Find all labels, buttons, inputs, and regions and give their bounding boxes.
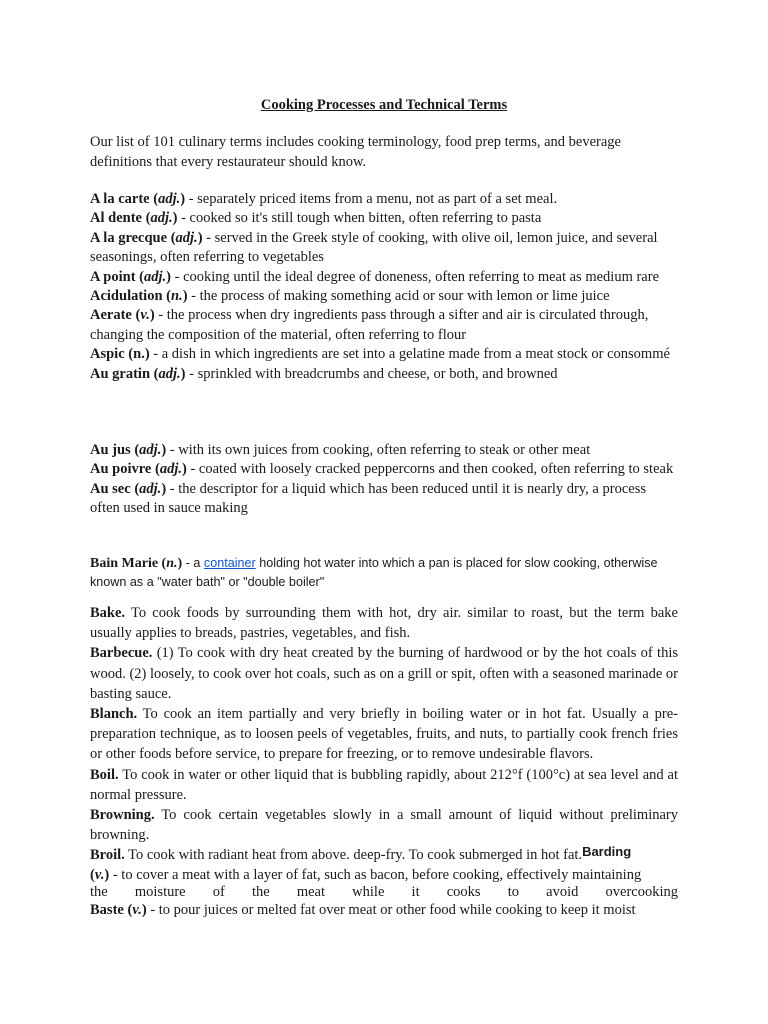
entry-pos: adj.	[150, 210, 173, 227]
entry-term: A point	[90, 268, 136, 285]
entry-term: Broil.	[90, 847, 125, 864]
entry-pos: n.	[170, 288, 183, 305]
entry-term: Au sec	[90, 480, 131, 497]
entry-definition: - a dish in which ingredients are set into a gelatine made from a meat stock or consommé	[149, 346, 670, 363]
glossary-group-a	[90, 190, 678, 384]
glossary-entry: Au sec (adj.) - the descriptor for a liquid which has been reduced until it is nearly dry, a process often used in sauce making	[90, 480, 646, 517]
container-link[interactable]: container	[203, 556, 256, 570]
entry-pos: n.	[133, 346, 145, 363]
glossary-entry: Au gratin (adj.) - sprinkled with breadcrumbs and cheese, or both, and browned	[90, 365, 558, 382]
entry-definition: - to cover a meat with a layer of fat, such as bacon, before cooking, effectively maintaining	[109, 867, 642, 883]
glossary-entry-baste: Baste (v.) - to pour juices or melted fat over meat or other food while cooking to keep it moist	[90, 902, 636, 918]
glossary-entry	[90, 643, 678, 704]
entry-term: Aspic	[90, 346, 125, 363]
entry-definition: - separately priced items from a menu, not as part of a set meal.	[185, 191, 558, 207]
entry-term: Bain Marie	[90, 556, 159, 571]
entry-definition: - a	[182, 556, 204, 570]
entry-definition: the moisture of the meat while it cooks to avoid overcooking	[90, 884, 678, 900]
glossary-entry	[90, 805, 678, 845]
entry-term: Boil.	[90, 766, 119, 783]
glossary-group-b	[90, 441, 678, 519]
entry-term: Au jus	[90, 442, 131, 458]
glossary-entry	[90, 704, 678, 765]
entry-definition: - the process when dry ingredients pass through a sifter and air is circulated through, changing the composition of the material, often referring to flour	[90, 307, 649, 343]
glossary-entry	[90, 765, 678, 805]
entry-definition: - the process of making something acid or sour with lemon or lime juice	[187, 288, 610, 305]
glossary-entry: Au poivre (adj.) - coated with loosely cracked peppercorns and then cooked, often referring to steak	[90, 461, 674, 478]
entry-definition: To cook with radiant heat from above. deep-fry. To cook submerged in hot fat.	[124, 847, 583, 864]
glossary-entry-barding: (v.) - to cover a meat with a layer of fat, such as bacon, before cooking, effectively maintaining the moisture of the meat while it cooks to avoid overcooking	[90, 867, 678, 900]
entry-definition: - coated with loosely cracked peppercorns and then cooked, often referring to steak	[186, 461, 674, 478]
glossary-group-c	[90, 603, 678, 866]
entry-pos: n.	[166, 556, 178, 571]
entry-term: Au poivre	[90, 461, 152, 478]
entry-pos: adj.	[175, 229, 198, 246]
glossary-entry: Aspic (n.) - a dish in which ingredients are set into a gelatine made from a meat stock or consommé	[90, 346, 670, 363]
intro-paragraph: Our list of 101 culinary terms includes cooking terminology, food prep terms, and beverage definitions that every restaurateur should know.	[90, 134, 621, 170]
entry-pos: v.	[140, 307, 150, 324]
glossary-entry-bain-marie: Bain Marie (n.) - a container holding hot water into which a pan is placed for slow cooking, otherwise known as a "water bath" or "double boiler"	[90, 556, 658, 589]
entry-term: Bake.	[90, 605, 126, 621]
entry-definition: To cook in water or other liquid that is bubbling rapidly, about 212°f (100°c) at sea level and at normal pressure.	[90, 766, 678, 803]
entry-definition: - served in the Greek style of cooking, with olive oil, lemon juice, and several seasonings, often referring to vegetables	[90, 229, 658, 266]
entry-definition: To cook an item partially and very briefly in boiling water or in hot fat. Usually a pre-preparation technique, as to loosen peels of vegetables, fruits, and nuts, to partially cook french fries or other foods before service, to prepare for freezing, or to remove undesirable flavors.	[90, 706, 678, 763]
glossary-entry: A la carte (adj.) - separately priced items from a menu, not as part of a set meal.	[90, 191, 558, 207]
glossary-entry: A point (adj.) - cooking until the ideal degree of doneness, often referring to meat as medium rare	[90, 268, 660, 285]
entry-term: A la carte	[90, 191, 150, 207]
entry-definition: - the descriptor for a liquid which has been reduced until it is nearly dry, a process often used in sauce making	[90, 480, 646, 517]
entry-term: Blanch.	[90, 706, 138, 723]
entry-definition: - cooking until the ideal degree of doneness, often referring to meat as medium rare	[171, 268, 660, 285]
entry-term: Barding	[582, 844, 632, 860]
entry-definition: - to pour juices or melted fat over meat or other food while cooking to keep it moist	[146, 902, 636, 918]
glossary-entry	[90, 845, 678, 865]
glossary-entry: Aerate (v.) - the process when dry ingredients pass through a sifter and air is circulated through, changing the composition of the material, often referring to flour	[90, 307, 649, 343]
glossary-entry	[90, 603, 678, 643]
entry-definition: holding hot water into which a pan is placed for slow cooking, otherwise known as a "water bath" or "double boiler"	[90, 556, 658, 589]
entry-pos: adj.	[158, 365, 181, 382]
entry-pos: adj.	[158, 191, 181, 207]
glossary-entry: Acidulation (n.) - the process of making something acid or sour with lemon or lime juice	[90, 288, 610, 305]
glossary-entry: A la grecque (adj.) - served in the Greek style of cooking, with olive oil, lemon juice, and several seasonings, often referring to vegetables	[90, 229, 658, 266]
page-title: Cooking Processes and Technical Terms	[260, 97, 508, 113]
glossary-entry: Al dente (adj.) - cooked so it's still tough when bitten, often referring to pasta	[90, 210, 542, 227]
entry-term: Baste	[90, 902, 124, 918]
entry-pos: v.	[132, 902, 142, 918]
entry-term: A la grecque	[90, 229, 168, 246]
entry-definition: (1) To cook with dry heat created by the burning of hardwood or by the hot coals of this wood. (2) loosely, to cook over hot coals, such as on a grill or spit, often with a seasoned marinade or basting sauce.	[90, 645, 678, 702]
entry-term: Barbecue.	[90, 645, 153, 662]
entry-term: Au gratin	[90, 365, 151, 382]
entry-pos: v.	[94, 867, 105, 883]
entry-pos: adj.	[139, 442, 162, 458]
entry-definition: To cook certain vegetables slowly in a small amount of liquid without preliminary browning.	[90, 807, 678, 844]
entry-pos: adj.	[144, 268, 167, 285]
entry-definition: - cooked so it's still tough when bitten, often referring to pasta	[177, 210, 542, 227]
glossary-entry: Au jus (adj.) - with its own juices from cooking, often referring to steak or other meat	[90, 442, 591, 458]
entry-term: Browning.	[90, 807, 155, 824]
entry-term: Acidulation	[90, 288, 163, 305]
entry-term: Al dente	[90, 210, 142, 227]
entry-definition: To cook foods by surrounding them with hot, dry air. similar to roast, but the term bake usually applies to breads, pastries, vegetables, and fish.	[90, 605, 678, 642]
entry-definition: - with its own juices from cooking, often referring to steak or other meat	[166, 442, 591, 458]
entry-term: Aerate	[90, 307, 132, 324]
entry-pos: adj.	[139, 480, 162, 497]
entry-definition: - sprinkled with breadcrumbs and cheese, or both, and browned	[185, 365, 558, 382]
entry-pos: adj.	[159, 461, 182, 478]
